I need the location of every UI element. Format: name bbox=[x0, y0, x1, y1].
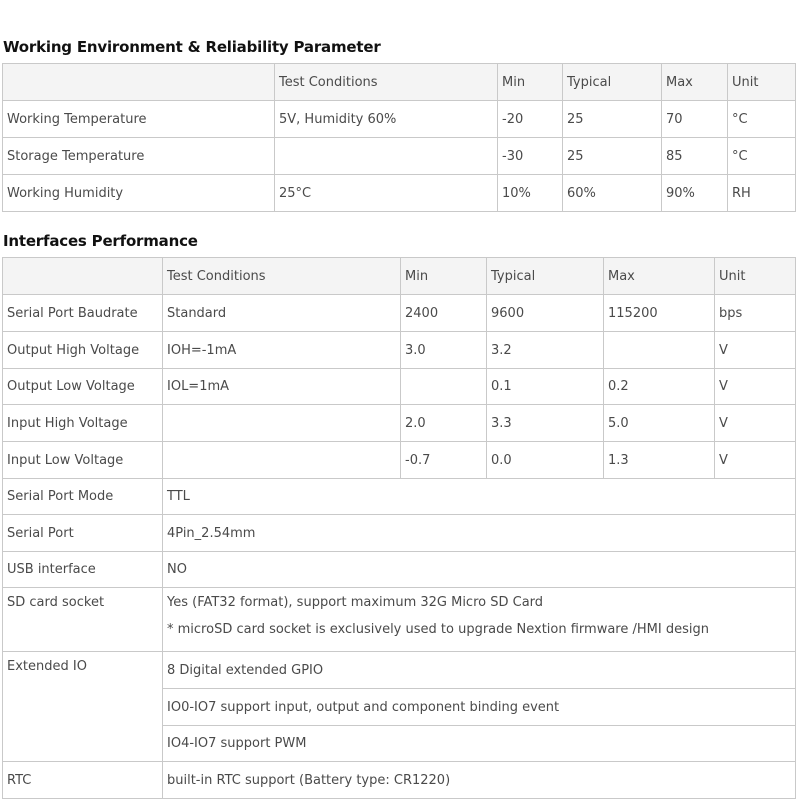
min-value bbox=[401, 369, 487, 405]
iface-header-min: Min bbox=[401, 258, 487, 295]
iface-header-row bbox=[3, 258, 796, 295]
max-value: 115200 bbox=[604, 295, 715, 332]
table-row bbox=[3, 405, 796, 442]
unit-value: °C bbox=[728, 138, 796, 175]
extended-io-row bbox=[3, 652, 796, 689]
env-header-unit: Unit bbox=[728, 64, 796, 101]
test-conditions: 5V, Humidity 60% bbox=[275, 101, 498, 138]
iface-title: Interfaces Performance bbox=[3, 232, 198, 250]
param-name: Serial Port Baudrate bbox=[3, 295, 163, 332]
table-row bbox=[3, 101, 796, 138]
env-table bbox=[2, 63, 796, 212]
env-title: Working Environment & Reliability Parameter bbox=[3, 38, 381, 56]
sd-card-line-2: * microSD card socket is exclusively used to upgrade Nextion firmware /HMI design bbox=[167, 622, 709, 637]
env-header-row bbox=[3, 64, 796, 101]
test-conditions bbox=[275, 138, 498, 175]
param-value: built-in RTC support (Battery type: CR1220) bbox=[163, 762, 796, 799]
param-name: Extended IO bbox=[3, 652, 163, 762]
param-value: NO bbox=[163, 552, 796, 588]
unit-value: RH bbox=[728, 175, 796, 212]
test-conditions: Standard bbox=[163, 295, 401, 332]
test-conditions: IOL=1mA bbox=[163, 369, 401, 405]
unit-value: V bbox=[715, 442, 796, 479]
table-row bbox=[3, 369, 796, 405]
test-conditions bbox=[163, 405, 401, 442]
iface-header-conditions: Test Conditions bbox=[163, 258, 401, 295]
sd-card-value bbox=[163, 588, 796, 652]
table-row bbox=[3, 295, 796, 332]
min-value: -0.7 bbox=[401, 442, 487, 479]
unit-value: V bbox=[715, 405, 796, 442]
iface-table bbox=[2, 257, 796, 799]
max-value: 85 bbox=[662, 138, 728, 175]
min-value: 2.0 bbox=[401, 405, 487, 442]
iface-header-typical: Typical bbox=[487, 258, 604, 295]
env-header-blank bbox=[3, 64, 275, 101]
typical-value: 25 bbox=[563, 101, 662, 138]
unit-value: bps bbox=[715, 295, 796, 332]
min-value: 2400 bbox=[401, 295, 487, 332]
serial-port-mode-row bbox=[3, 479, 796, 515]
unit-value: V bbox=[715, 369, 796, 405]
param-name: Input Low Voltage bbox=[3, 442, 163, 479]
param-name: RTC bbox=[3, 762, 163, 799]
unit-value: V bbox=[715, 332, 796, 369]
typical-value: 3.3 bbox=[487, 405, 604, 442]
env-header-max: Max bbox=[662, 64, 728, 101]
env-header-conditions: Test Conditions bbox=[275, 64, 498, 101]
env-header-typical: Typical bbox=[563, 64, 662, 101]
max-value: 90% bbox=[662, 175, 728, 212]
table-row bbox=[3, 175, 796, 212]
max-value bbox=[604, 332, 715, 369]
sd-card-socket-row bbox=[3, 588, 796, 652]
param-name: SD card socket bbox=[3, 588, 163, 652]
param-name: Working Humidity bbox=[3, 175, 275, 212]
serial-port-row bbox=[3, 515, 796, 552]
min-value: -20 bbox=[498, 101, 563, 138]
param-name: Working Temperature bbox=[3, 101, 275, 138]
test-conditions: 25°C bbox=[275, 175, 498, 212]
typical-value: 3.2 bbox=[487, 332, 604, 369]
param-value: 4Pin_2.54mm bbox=[163, 515, 796, 552]
extended-io-line-3: IO4-IO7 support PWM bbox=[163, 726, 796, 762]
max-value: 70 bbox=[662, 101, 728, 138]
usb-interface-row bbox=[3, 552, 796, 588]
iface-header-unit: Unit bbox=[715, 258, 796, 295]
extended-io-line-1: 8 Digital extended GPIO bbox=[163, 652, 796, 689]
typical-value: 9600 bbox=[487, 295, 604, 332]
env-header-min: Min bbox=[498, 64, 563, 101]
test-conditions bbox=[163, 442, 401, 479]
test-conditions: IOH=-1mA bbox=[163, 332, 401, 369]
typical-value: 60% bbox=[563, 175, 662, 212]
param-name: Input High Voltage bbox=[3, 405, 163, 442]
extended-io-line-2: IO0-IO7 support input, output and component binding event bbox=[163, 689, 796, 726]
param-name: Output Low Voltage bbox=[3, 369, 163, 405]
typical-value: 25 bbox=[563, 138, 662, 175]
max-value: 0.2 bbox=[604, 369, 715, 405]
param-name: Serial Port Mode bbox=[3, 479, 163, 515]
param-value: TTL bbox=[163, 479, 796, 515]
param-name: USB interface bbox=[3, 552, 163, 588]
max-value: 5.0 bbox=[604, 405, 715, 442]
min-value: 10% bbox=[498, 175, 563, 212]
typical-value: 0.0 bbox=[487, 442, 604, 479]
table-row bbox=[3, 332, 796, 369]
table-row bbox=[3, 138, 796, 175]
max-value: 1.3 bbox=[604, 442, 715, 479]
param-name: Output High Voltage bbox=[3, 332, 163, 369]
unit-value: °C bbox=[728, 101, 796, 138]
param-name: Serial Port bbox=[3, 515, 163, 552]
iface-header-max: Max bbox=[604, 258, 715, 295]
iface-header-blank bbox=[3, 258, 163, 295]
typical-value: 0.1 bbox=[487, 369, 604, 405]
param-name: Storage Temperature bbox=[3, 138, 275, 175]
min-value: 3.0 bbox=[401, 332, 487, 369]
table-row bbox=[3, 442, 796, 479]
sd-card-line-1: Yes (FAT32 format), support maximum 32G Micro SD Card bbox=[167, 595, 544, 610]
min-value: -30 bbox=[498, 138, 563, 175]
rtc-row bbox=[3, 762, 796, 799]
